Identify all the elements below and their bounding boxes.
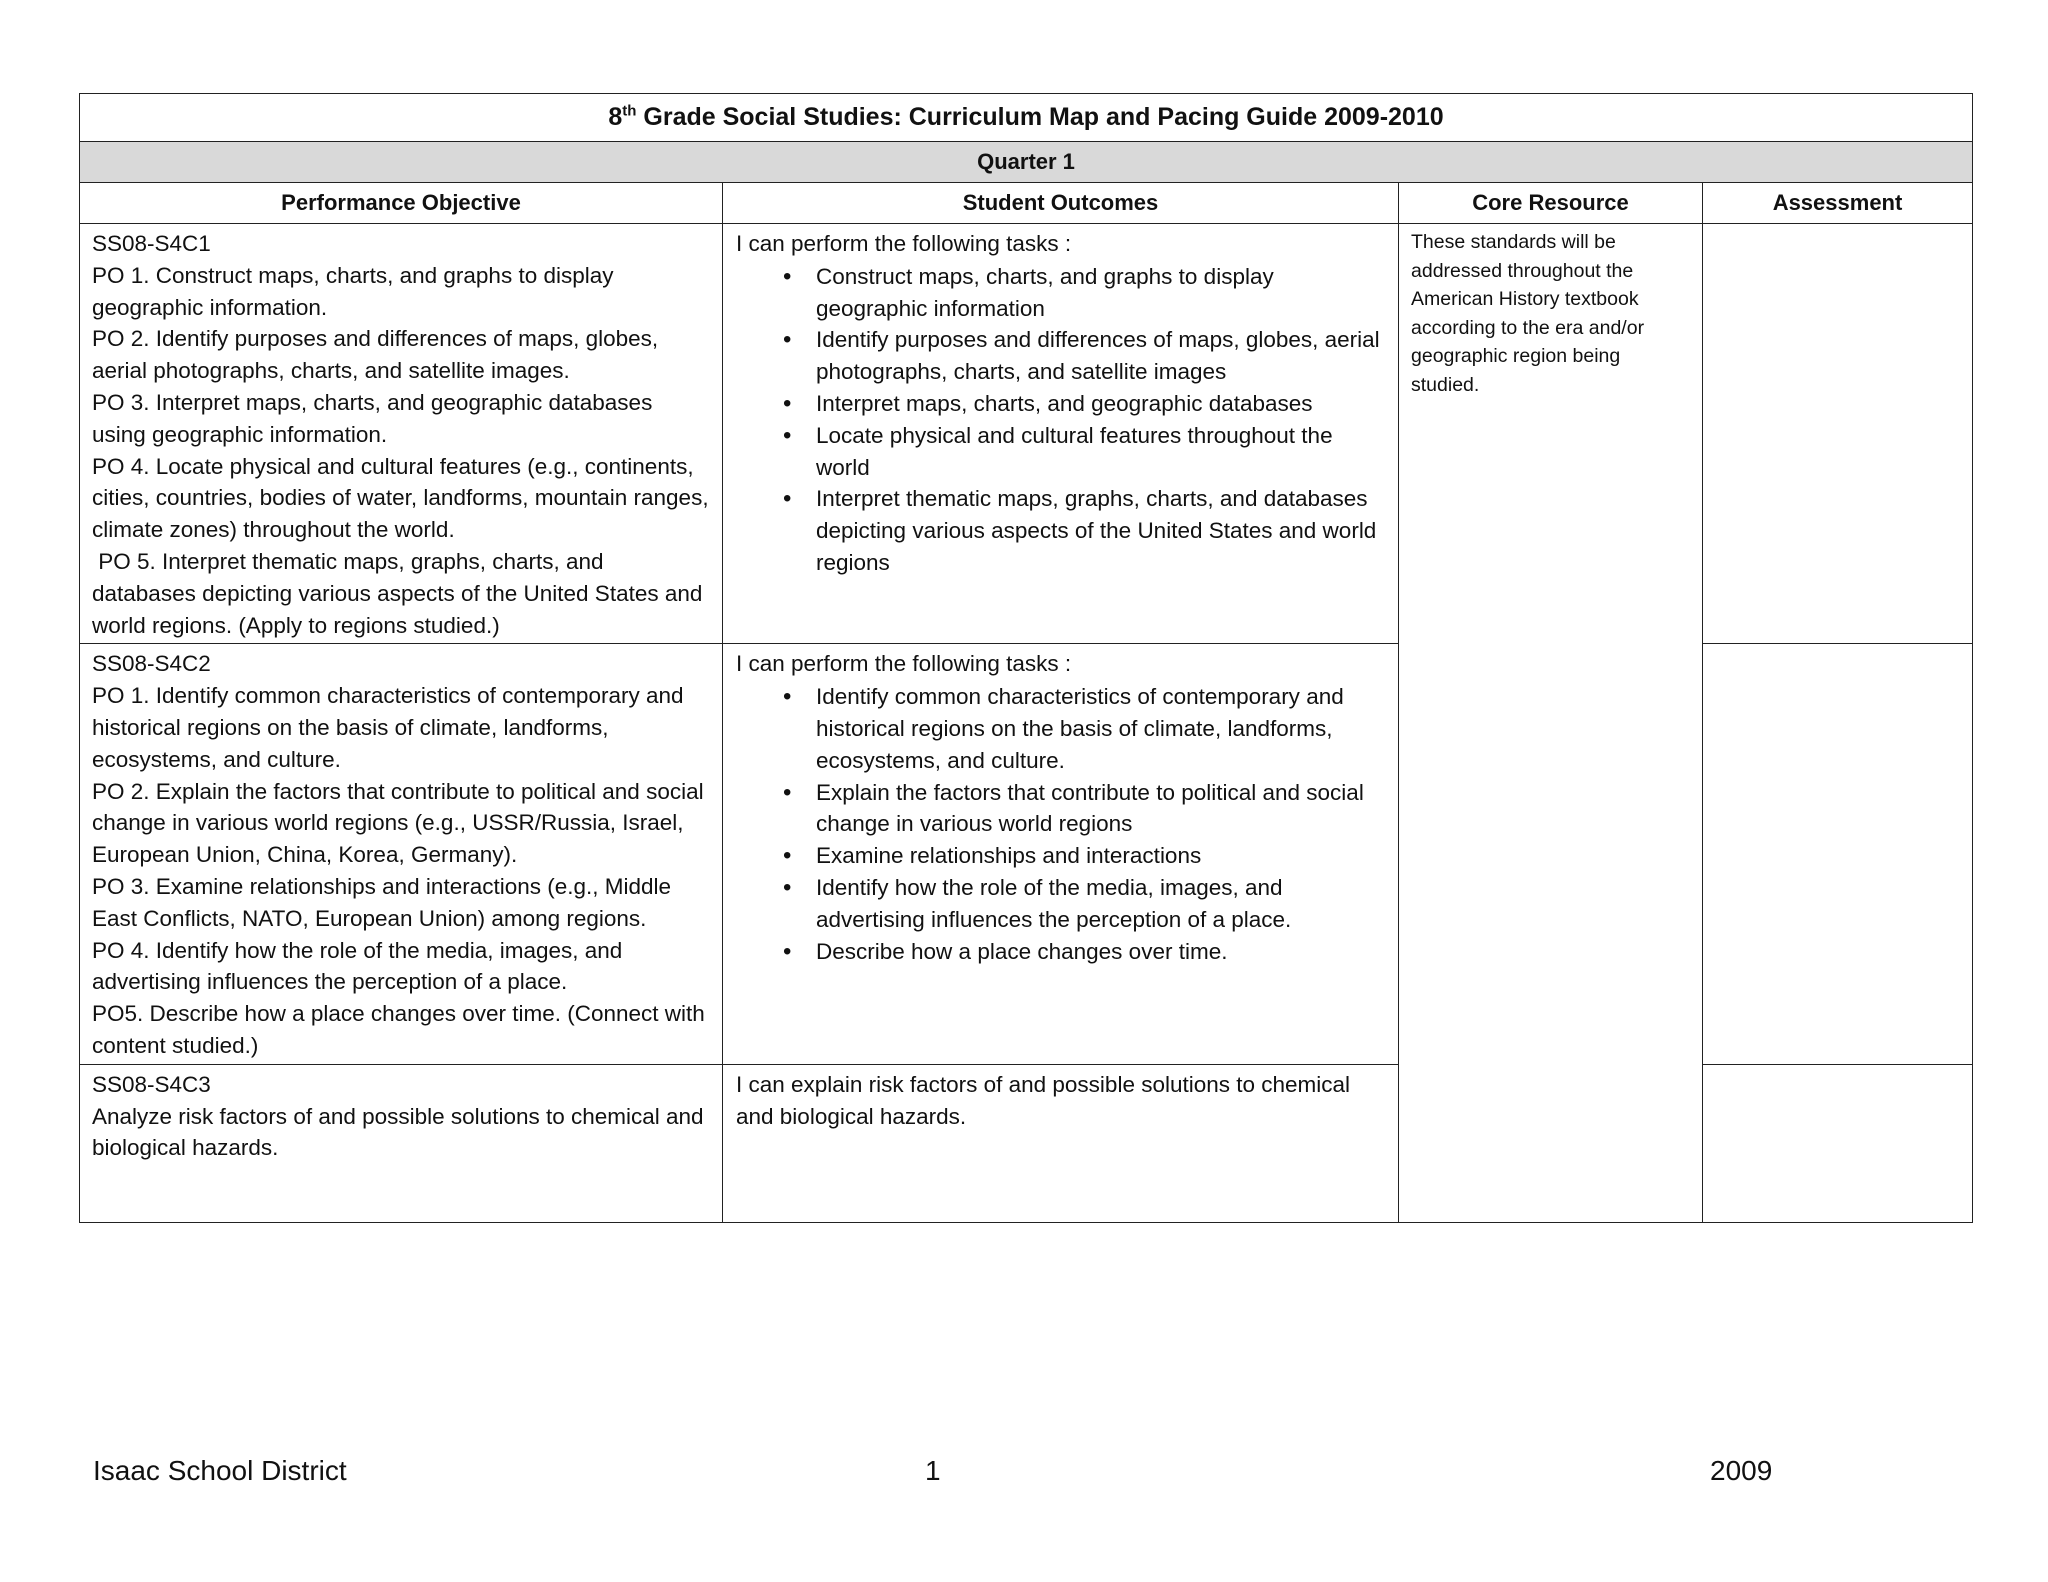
objective-item: PO 4. Identify how the role of the media, images, and advertising influences the perception of a place.: [92, 937, 623, 995]
column-header-student-outcomes: Student Outcomes: [723, 183, 1399, 224]
core-resource-cell: These standards will be addressed throughout the American History textbook according to the era and/or geographic region being studied.: [1399, 224, 1703, 1223]
outcome-item: • Describe how a place changes over time.: [736, 936, 1386, 968]
performance-objective-cell: [80, 644, 723, 1064]
table-row: [80, 224, 1973, 644]
column-header-assessment: Assessment: [1703, 183, 1973, 224]
standard-code: SS08-S4C1: [92, 231, 211, 256]
performance-objective-cell: [80, 224, 723, 644]
outcome-list: [736, 261, 1386, 579]
objective-item: PO5. Describe how a place changes over time. (Connect with content studied.): [92, 1001, 705, 1058]
footer-district: Isaac School District: [93, 1455, 347, 1486]
objective-item: Analyze risk factors of and possible solutions to chemical and biological hazards.: [92, 1103, 704, 1161]
outcome-item: • Construct maps, charts, and graphs to display geographic information: [736, 261, 1386, 325]
objective-item: PO 1. Identify common characteristics of contemporary and historical regions on the basis of climate, landforms, ecosystems, and culture.: [92, 683, 684, 772]
assessment-cell: [1703, 1064, 1973, 1222]
performance-objective-cell: [80, 1064, 723, 1222]
student-outcomes-cell: [723, 644, 1399, 1064]
standard-code: SS08-S4C3: [92, 1071, 211, 1097]
footer-page-number: 1: [925, 1455, 941, 1486]
outcome-list: [736, 681, 1386, 967]
student-outcomes-cell: [723, 224, 1399, 644]
outcome-item: • Identify how the role of the media, images, and advertising influences the perception of a place.: [736, 872, 1386, 936]
outcome-item: • Interpret maps, charts, and geographic databases: [736, 388, 1386, 420]
outcome-item: • Locate physical and cultural features throughout the world: [736, 420, 1386, 484]
objective-item: PO 3. Interpret maps, charts, and geographic databases using geographic information.: [92, 389, 653, 447]
outcome-intro: I can perform the following tasks :: [736, 231, 1072, 256]
outcome-item: • Identify common characteristics of contemporary and historical regions on the basis of climate, landforms, ecosystems, and culture.: [736, 681, 1386, 776]
objective-item: PO 4. Locate physical and cultural features (e.g., continents, cities, countries, bodies of water, landforms, mountain ranges, climate zones) throughout the world.: [92, 453, 709, 543]
outcome-item: • Identify purposes and differences of maps, globes, aerial photographs, charts, and satellite images: [736, 324, 1386, 388]
column-header-performance-objective: Performance Objective: [80, 183, 723, 224]
quarter-heading: Quarter 1: [80, 142, 1973, 183]
objective-item: PO 2. Identify purposes and differences of maps, globes, aerial photographs, charts, and satellite images.: [92, 326, 659, 384]
objective-item: PO 1. Construct maps, charts, and graphs to display geographic information.: [92, 262, 614, 320]
assessment-cell: [1703, 224, 1973, 644]
assessment-cell: [1703, 644, 1973, 1064]
outcome-item: • Examine relationships and interactions: [736, 840, 1386, 872]
outcome-item: • Explain the factors that contribute to political and social change in various world regions: [736, 777, 1386, 841]
outcome-intro: I can perform the following tasks :: [736, 651, 1072, 677]
document-title: 8th Grade Social Studies: Curriculum Map and Pacing Guide 2009-2010: [80, 94, 1973, 142]
student-outcomes-cell: [723, 1064, 1399, 1222]
outcome-intro: I can explain risk factors of and possible solutions to chemical and biological hazards.: [736, 1071, 1351, 1129]
objective-item: PO 3. Examine relationships and interactions (e.g., Middle East Conflicts, NATO, European Union) among regions.: [92, 873, 672, 931]
objective-item: PO 2. Explain the factors that contribute to political and social change in various world regions (e.g., USSR/Russia, Israel, European Union, China, Korea, Germany).: [92, 778, 704, 868]
standard-code: SS08-S4C2: [92, 651, 211, 677]
objective-item: PO 5. Interpret thematic maps, graphs, charts, and databases depicting various aspects of the United States and world regions. (Apply to regions studied.): [92, 548, 709, 638]
outcome-item: • Interpret thematic maps, graphs, charts, and databases depicting various aspects of the United States and world regions: [736, 483, 1386, 578]
footer-year: 2009: [1710, 1455, 1773, 1486]
column-header-core-resource: Core Resource: [1399, 183, 1703, 224]
curriculum-table: [79, 93, 1973, 1223]
